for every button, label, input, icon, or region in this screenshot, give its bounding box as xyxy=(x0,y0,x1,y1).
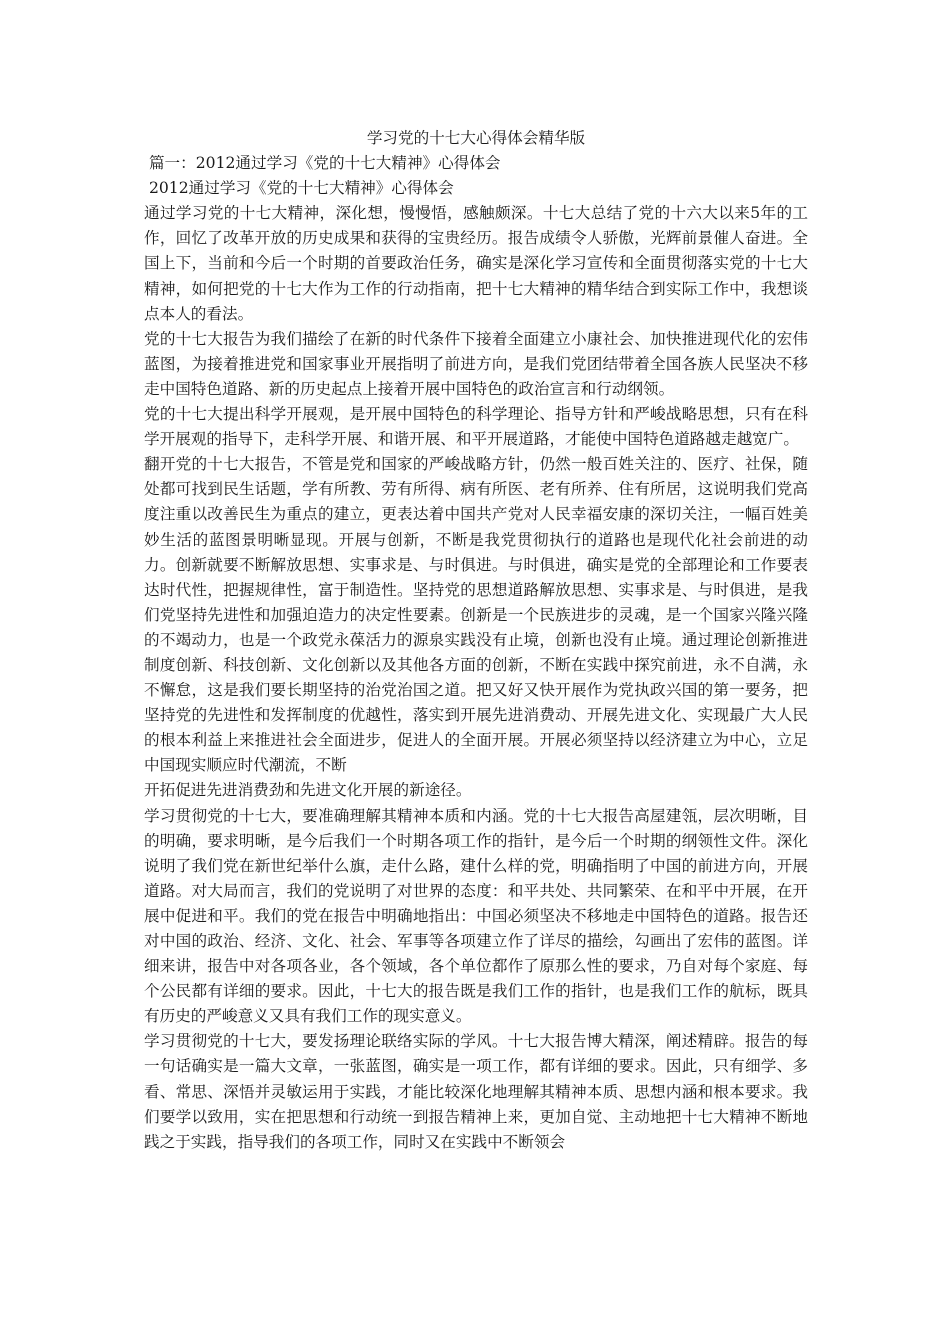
document-title: 学习党的十七大心得体会精华版 xyxy=(366,129,586,147)
document-body xyxy=(144,126,808,1155)
paragraph: 党的十七大报告为我们描绘了在新的时代条件下接着全面建立小康社会、加快推进现代化的宏伟蓝图，为接着推进党和国家事业开展指明了前进方向，是我们党团结带着全国各族人民坚决不移走中国特色道路、新的历史起点上接着开展中国特色的政治宣言和行动纲领。 xyxy=(144,329,808,398)
paragraph: 学习贯彻党的十七大，要发扬理论联络实际的学风。十七大报告博大精深，阐述精辟。报告的每一句话确实是一篇大文章，一张蓝图，确实是一项工作，都有详细的要求。因此，只有细学、多看、常思、深悟并灵敏运用于实践，才能比较深化地理解其精神本质、思想内涵和根本要求。我们要学以致用，实在把思想和行动统一到报告精神上来，更加自觉、主动地把十七大精神不断地践之于实践，指导我们的各项工作，同时又在实践中不断领会 xyxy=(144,1032,808,1151)
article-heading: 2012通过学习《党的十七大精神》心得体会 xyxy=(144,179,454,198)
paragraph: 翻开党的十七大报告，不管是党和国家的严峻战略方针，仍然一般百姓关注的、医疗、社保，随处都可找到民生话题，学有所教、劳有所得、病有所医、老有所养、住有所居，这说明我们党高度注重以改善民生为重点的建立，更表达着中国共产党对人民幸福安康的深切关注，一幅百姓美妙生活的蓝图景明晰显现。开展与创新，不断是我党贯彻执行的道路也是现代化社会前进的动力。创新就要不断解放思想、实事求是、与时俱进。与时俱进，确实是党的全部理论和工作要表达时代性，把握规律性，富于制造性。坚持党的思想道路解放思想、实事求是、与时俱进，是我们党坚持先进性和加强迫造力的决定性要素。创新是一个民族进步的灵魂，是一个国家兴隆兴隆的不竭动力，也是一个政党永葆活力的源泉实践没有止境，创新也没有止境。通过理论创新推进制度创新、科技创新、文化创新以及其他各方面的创新，不断在实践中探究前进，永不自满，永不懈怠，这是我们要长期坚持的治党治国之道。把又好又快开展作为党执政兴国的第一要务，把坚持党的先进性和发挥制度的优越性，落实到开展先进消费动、开展先进文化、实现最广大人民的根本利益上来推进社会全面进步，促进人的全面开展。开展必须坚持以经济建立为中心，立足中国现实顺应时代潮流，不断 xyxy=(144,455,808,775)
section-heading: 篇一：2012通过学习《党的十七大精神》心得体会 xyxy=(144,154,501,173)
paragraph: 通过学习党的十七大精神，深化想，慢慢悟，感触颇深。十七大总结了党的十六大以来5年的工作，回忆了改革开放的历史成果和获得的宝贵经历。报告成绩令人骄傲，光辉前景催人奋进。全国上下，当前和今后一个时期的首要政治任务，确实是深化学习宣传和全面贯彻落实党的十七大精神，如何把党的十七大作为工作的行动指南，把十七大精神的精华结合到实际工作中，我想谈点本人的看法。 xyxy=(144,204,808,323)
paragraph: 党的十七大提出科学开展观，是开展中国特色的科学理论、指导方针和严峻战略思想，只有在科学开展观的指导下，走科学开展、和谐开展、和平开展道路，才能使中国特色道路越走越宽广。 xyxy=(144,405,808,449)
paragraph: 学习贯彻党的十七大，要准确理解其精神本质和内涵。党的十七大报告高屋建瓴，层次明晰，目的明确，要求明晰，是今后我们一个时期各项工作的指针，是今后一个时期的纲领性文件。深化说明了我们党在新世纪举什么旗，走什么路，建什么样的党，明确指明了中国的前进方向，开展道路。对大局而言，我们的党说明了对世界的态度：和平共处、共同繁荣、在和平中开展，在开展中促进和平。我们的党在报告中明确地指出：中国必须坚决不移地走中国特色的道路。报告还对中国的政治、经济、文化、社会、军事等各项建立作了详尽的描绘，勾画出了宏伟的蓝图。详细来讲，报告中对各项各业，各个领域，各个单位都作了原那么性的要求，乃自对每个家庭、每个公民都有详细的要求。因此，十七大的报告既是我们工作的指针，也是我们工作的航标，既具有历史的严峻意义又具有我们工作的现实意义。 xyxy=(144,806,808,1026)
paragraph: 开拓促进先进消费劲和先进文化开展的新途径。 xyxy=(144,781,472,800)
